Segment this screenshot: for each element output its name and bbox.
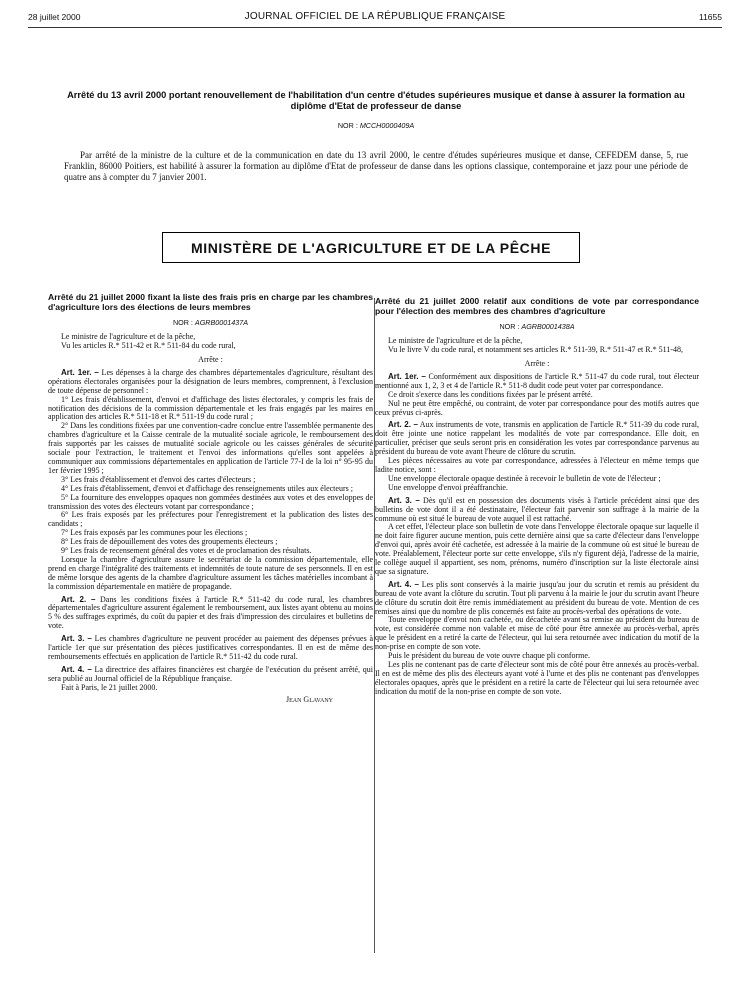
- paragraph-text: 1° Les frais d'établissement, d'envoi et d'affichage des listes électorales, y compris les frais de notification des décisions de la commission départementale et les frais engagés par les maires en application des articles R.* 511-18 et R.* 511-19 du code rural ;: [48, 394, 373, 422]
- paragraph-text: Dès qu'il est en possession des documents visés à l'article précédent ainsi que des bulletins de vote dont il a été destinataire, l'électeur fait parvenir son suffrage à la mairie de la commune où est situé le bureau de vote auquel il est rattaché.: [375, 495, 699, 523]
- nor-code: AGRB0001437A: [194, 318, 249, 328]
- header-page-number: 11655: [698, 12, 722, 22]
- nor-code: AGRB0001438A: [521, 322, 575, 332]
- paragraph-text: 8° Les frais de dépouillement des votes des groupements électeurs ;: [61, 537, 278, 547]
- article-paragraph: [48, 596, 373, 632]
- nor-code: MCCH0000409A: [359, 121, 415, 130]
- paragraph-text: 4° Les frais d'établissement, d'envoi et d'affichage des renseignements utiles aux électeurs ;: [61, 483, 353, 493]
- paragraph-text: 7° Les frais exposés par les communes pour les élections ;: [61, 528, 248, 538]
- nor-label: NOR :: [172, 318, 195, 328]
- paragraph-text: Les plis ne contenant pas de carte d'électeur sont mis de côté pour être annexés au procès-verbal. Il en est de même des plis des électeurs ayant voté à l'urne et des plis ne contenant pas d'enveloppes électorales opaques, après que le président en a retiré la carte de l'électeur qui lui sera retournée avec indication du motif de la non-prise en compte de son vote.: [375, 660, 699, 696]
- paragraph-text: Fait à Paris, le 21 juillet 2000.: [61, 682, 158, 692]
- header-publication: JOURNAL OFFICIEL DE LA RÉPUBLIQUE FRANÇAISE: [244, 11, 506, 22]
- left-article-title: Arrêté du 21 juillet 2000 fixant la liste des frais pris en charge par les chambres d'agriculture lors des élections de leurs membres: [48, 292, 373, 312]
- right-article: [375, 297, 699, 697]
- paragraph-text: A cet effet, l'électeur place son bulletin de vote dans l'enveloppe électorale opaque sur laquelle il ne doit faire figurer aucune mention, puis cette dernière ainsi que sa carte d'électeur dans l'enveloppe d'envoi qui, après avoir été cachetée, est adressée à la mairie de la commune où est situé le bureau de vote. Préalablement, l'électeur porte sur cette enveloppe, s'ils n'y figurent déjà, l'adresse de la mairie, le collège auquel il appartient, ses nom, prénoms, numéro d'inscription sur la liste électorale ainsi que sa signature.: [375, 522, 699, 576]
- right-article-body: [375, 337, 699, 696]
- signature: Jean Glavany: [285, 694, 333, 704]
- paragraph-text: La directrice des affaires financières est chargée de l'exécution du présent arrêté, qui sera publié au Journal officiel de la République française.: [48, 664, 373, 683]
- article-paragraph: [48, 666, 373, 684]
- paragraph-text: 2° Dans les conditions fixées par une convention-cadre conclue entre l'assemblée permanente des chambres d'agriculture et la Caisse centrale de la mutualité sociale agricole, le remboursement des frais supportés par les caisses de mutualité sociale agricole ou les caisses générales de sécurité sociale pour l'extraction, le traitement et l'envoi des informations qu'elles sont appelées à communiquer aux commissions départementales en application de l'article 77-I de la loi n° 95-95 du 1er février 1995 ;: [48, 421, 373, 475]
- paragraph-text: Ce droit s'exerce dans les conditions fixées par le présent arrêté.: [388, 389, 593, 399]
- article-number: Art. 2. –: [61, 594, 96, 604]
- header-date: 28 juillet 2000: [28, 12, 81, 22]
- paragraph-text: Puis le président du bureau de vote ouvre chaque pli conforme.: [388, 651, 590, 661]
- page-header: [28, 11, 722, 25]
- paragraph-text: Les pièces nécessaires au vote par correspondance, adressées à l'électeur en même temps que ladite notice, sont :: [375, 456, 699, 474]
- paragraph-text: Les chambres d'agriculture ne peuvent procéder au paiement des dépenses prévues à l'article 1er que sur présentation des pièces justificatives correspondantes. Il en est de même des remboursements effectués en application de l'article R.* 511-42 du code rural.: [48, 634, 374, 661]
- article-number: Art. 4. –: [61, 664, 92, 674]
- intro-line: Vu les articles R.* 511-42 et R.* 511-84 du code rural,: [61, 341, 236, 351]
- top-article-nor: [66, 121, 686, 130]
- paragraph: [375, 400, 699, 418]
- paragraph-text: 5° La fourniture des enveloppes opaques non gommées destinées aux votes et des enveloppes de transmission des votes des électeurs votant par correspondance ;: [48, 492, 373, 511]
- article-number: Art. 3. –: [388, 495, 420, 505]
- paragraph: [48, 556, 373, 592]
- article-number: Art. 1er. –: [388, 371, 426, 381]
- paragraph-text: Les plis sont conservés à la mairie jusqu'au jour du scrutin et remis au président du bureau de vote avant la clôture du scrutin. Tout pli parvenu à la mairie le jour du scrutin avant l'heure de clôture du scrutin doit être remis immédiatement au président du bureau de vote. Mention de ces remises ainsi que du nombre de plis concernés est faite au procès-verbal des opérations de vote.: [375, 579, 700, 616]
- right-article-nor: [375, 322, 699, 331]
- ministry-banner: [162, 232, 580, 263]
- article-number: Art. 4. –: [388, 579, 419, 589]
- paragraph: [375, 523, 699, 576]
- paragraph-text: Toute enveloppe d'envoi non cachetée, ou décachetée avant sa remise au président du bureau de vote, est considérée comme non valable et mise de côté pour être annexée au procès-verbal, après que le président en a retiré la carte de l'électeur, qui lui sera retournée avec indication du motif de la non-prise en compte de son vote.: [375, 615, 699, 652]
- left-article-nor: [48, 318, 373, 327]
- nor-label: NOR :: [499, 322, 522, 332]
- article-number: Art. 1er. –: [61, 367, 99, 377]
- ministry-title: MINISTÈRE DE L'AGRICULTURE ET DE LA PÊCHE: [190, 239, 552, 256]
- paragraph: [48, 396, 373, 423]
- paragraph: [375, 661, 699, 697]
- article-paragraph: [375, 581, 699, 617]
- paragraph: [375, 616, 699, 652]
- paragraph-text: Une enveloppe électorale opaque destinée à recevoir le bulletin de vote de l'électeur ;: [388, 473, 661, 483]
- intro-line: Le ministre de l'agriculture et de la pêche,: [61, 332, 196, 342]
- paragraph: [48, 511, 373, 529]
- paragraph-text: Nul ne peut être empêché, ou contraint, de voter par correspondance pour des motifs autres que ceux prévus ci-après.: [375, 398, 699, 417]
- paragraph-text: 3° Les frais d'établissement et d'envoi des cartes d'électeurs ;: [61, 474, 256, 484]
- paragraph-text: Dans les conditions fixées à l'article R.* 511-42 du code rural, les chambres départementales d'agriculture assurent également le remboursement, aux listes ayant obtenu au moins 5 % des suffrages exprimés, du coût du papier et des frais d'impression des circulaires et bulletins de vote.: [48, 594, 374, 631]
- left-article: [48, 293, 373, 705]
- article-paragraph: [48, 635, 373, 662]
- article-paragraph: [375, 421, 699, 457]
- left-article-body: [48, 333, 373, 704]
- top-article-title: Arrêté du 13 avril 2000 portant renouvellement de l'habilitation d'un centre d'études supérieures musique et danse à assurer la formation au diplôme d'Etat de professeur de danse: [67, 90, 685, 111]
- article-paragraph: [48, 369, 373, 396]
- paragraph-text: Lorsque la chambre d'agriculture assure le secrétariat de la commission départementale, elle prend en charge l'intégralité des traitements et indemnités de toute nature de ses personnels. Il en est de même lorsque des agents de la chambre d'agriculture assument les tâches matérielles incombant à la commission départementale en matière de propagande.: [48, 554, 373, 591]
- paragraph: [48, 494, 373, 512]
- paragraph: [48, 684, 373, 693]
- paragraph-text: Une enveloppe d'envoi préaffranchie.: [388, 482, 508, 492]
- paragraph-text: Conformément aux dispositions de l'article R.* 511-47 du code rural, tout électeur mentionné aux 1, 2, 3 et 4 de l'article R.* 511-8 dudit code peut voter par correspondance.: [375, 371, 700, 390]
- nor-label: NOR :: [337, 121, 360, 130]
- right-article-title: Arrêté du 21 juillet 2000 relatif aux conditions de vote par correspondance pour l'élection des membres des chambres d'agriculture: [375, 296, 699, 316]
- intro-line: Vu le livre V du code rural, et notamment ses articles R.* 511-39, R.* 511-47 et R.* 511-48,: [388, 345, 683, 355]
- top-article-body: Par arrêté de la ministre de la culture et de la communication en date du 13 avril 2000, le centre d'études supérieures musique et danse, CEFEDEM danse, 5, rue Franklin, 86000 Poitiers, est habilité à assurer la formation au diplôme d'Etat de professeur de danse dans les options classique, contemporaine et jazz pour une période de quatre ans à compter du 7 janvier 2001.: [64, 150, 688, 182]
- paragraph: [48, 422, 373, 475]
- article-number: Art. 3. –: [61, 634, 92, 644]
- arrete-label: Arrête :: [524, 359, 550, 368]
- arrete-label: Arrête :: [198, 355, 223, 364]
- intro-line: Le ministre de l'agriculture et de la pêche,: [388, 336, 523, 346]
- paragraph: [375, 484, 699, 493]
- paragraph: [375, 457, 699, 475]
- paragraph-text: Les dépenses à la charge des chambres départementales d'agriculture, résultant des opérations électorales organisées pour la désignation de leurs membres, comprennent, à l'exclusion de toute dépense de personnel :: [48, 367, 374, 395]
- paragraph-text: 6° Les frais exposés par les préfectures pour l'enregistrement et la publication des listes des candidats ;: [48, 510, 373, 529]
- paragraph-text: 9° Les frais de recensement général des votes et de proclamation des résultats.: [61, 546, 312, 556]
- paragraph-text: Aux instruments de vote, transmis en application de l'article R.* 511-39 du code rural, doit être jointe une notice rappelant les modalités de vote par correspondance. Elle doit, en particulier, préciser que seuls seront pris en considération les votes par correspondance parvenus au président du bureau de vote avant l'heure de clôture du scrutin.: [375, 420, 699, 457]
- article-paragraph: [375, 373, 699, 391]
- article-paragraph: [375, 497, 699, 524]
- article-number: Art. 2. –: [388, 420, 418, 430]
- header-rule: [28, 27, 722, 28]
